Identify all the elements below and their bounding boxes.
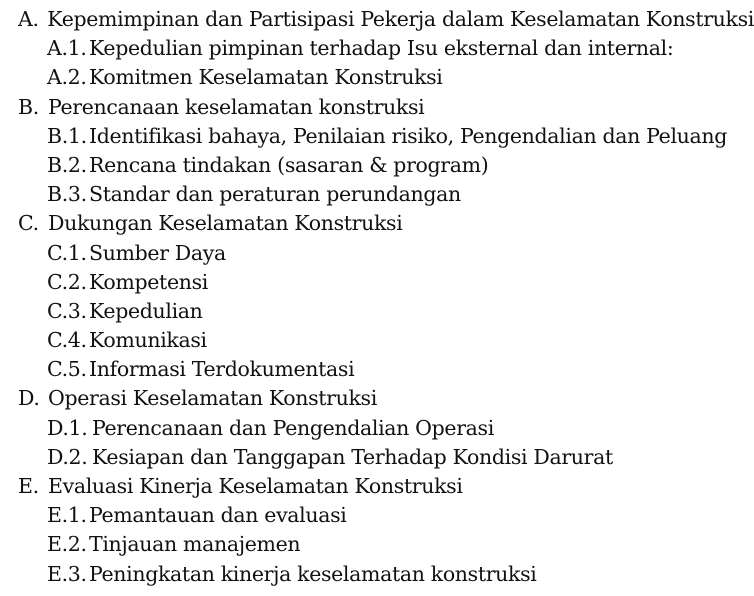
outline-item-d2 xyxy=(0,443,754,472)
item-number: B.2. xyxy=(47,152,87,177)
section-letter: C. xyxy=(18,211,39,236)
item-text: Identifikasi bahaya, Penilaian risiko, Pengendalian dan Peluang xyxy=(89,123,727,148)
item-number: A.2. xyxy=(47,65,87,90)
section-title: Evaluasi Kinerja Keselamatan Konstruksi xyxy=(48,474,463,498)
item-number: E.3. xyxy=(47,561,87,586)
item-number: D.2. xyxy=(47,444,88,469)
item-text: Komunikasi xyxy=(89,328,207,353)
outline-item-c5 xyxy=(0,355,754,384)
outline-item-a1 xyxy=(0,34,754,63)
section-letter: B. xyxy=(18,94,39,119)
item-text: Kepedulian xyxy=(89,298,203,323)
outline-item-c1 xyxy=(0,239,754,268)
section-heading-c xyxy=(0,209,754,238)
document-outline xyxy=(0,5,754,589)
outline-item-c4 xyxy=(0,326,754,355)
item-text: Pemantauan dan evaluasi xyxy=(89,503,347,528)
item-text: Kesiapan dan Tanggapan Terhadap Kondisi Darurat xyxy=(92,444,613,469)
item-number: B.3. xyxy=(47,182,87,207)
item-number: E.1. xyxy=(47,503,87,528)
item-number: D.1. xyxy=(47,415,88,440)
outline-item-b1 xyxy=(0,122,754,151)
item-number: A.1. xyxy=(47,36,87,61)
outline-item-e1 xyxy=(0,501,754,530)
item-text: Tinjauan manajemen xyxy=(89,532,301,557)
item-number: C.4. xyxy=(47,328,87,353)
item-number: B.1. xyxy=(47,123,87,148)
outline-item-c3 xyxy=(0,297,754,326)
item-text: Kepedulian pimpinan terhadap Isu eksternal dan internal: xyxy=(89,36,674,61)
item-text: Kompetensi xyxy=(89,269,208,294)
item-number: C.1. xyxy=(47,240,87,265)
outline-item-c2 xyxy=(0,268,754,297)
item-text: Rencana tindakan (sasaran & program) xyxy=(89,152,489,177)
item-text: Peningkatan kinerja keselamatan konstruksi xyxy=(89,561,537,586)
item-number: C.2. xyxy=(47,269,87,294)
section-heading-d xyxy=(0,384,754,413)
section-title: Operasi Keselamatan Konstruksi xyxy=(48,386,377,411)
section-letter: A. xyxy=(18,7,39,31)
outline-item-e3 xyxy=(0,560,754,589)
section-letter: D. xyxy=(18,386,40,411)
section-title: Dukungan Keselamatan Konstruksi xyxy=(48,211,403,236)
outline-item-d1 xyxy=(0,414,754,443)
item-text: Sumber Daya xyxy=(89,240,226,265)
item-number: C.3. xyxy=(47,298,87,323)
section-heading-b xyxy=(0,93,754,122)
item-text: Informasi Terdokumentasi xyxy=(89,357,355,382)
section-heading-e xyxy=(0,472,754,501)
item-text: Perencanaan dan Pengendalian Operasi xyxy=(92,415,494,440)
outline-item-b2 xyxy=(0,151,754,180)
section-heading-a xyxy=(0,5,754,34)
outline-item-b3 xyxy=(0,180,754,209)
section-letter: E. xyxy=(18,474,39,498)
item-number: C.5. xyxy=(47,357,87,382)
item-text: Standar dan peraturan perundangan xyxy=(89,182,461,207)
outline-item-a2 xyxy=(0,63,754,92)
item-number: E.2. xyxy=(47,532,87,557)
section-title: Kepemimpinan dan Partisipasi Pekerja dalam Keselamatan Konstruksi xyxy=(47,7,754,31)
section-title: Perencanaan keselamatan konstruksi xyxy=(48,94,425,119)
outline-item-e2 xyxy=(0,530,754,559)
item-text: Komitmen Keselamatan Konstruksi xyxy=(89,65,443,90)
